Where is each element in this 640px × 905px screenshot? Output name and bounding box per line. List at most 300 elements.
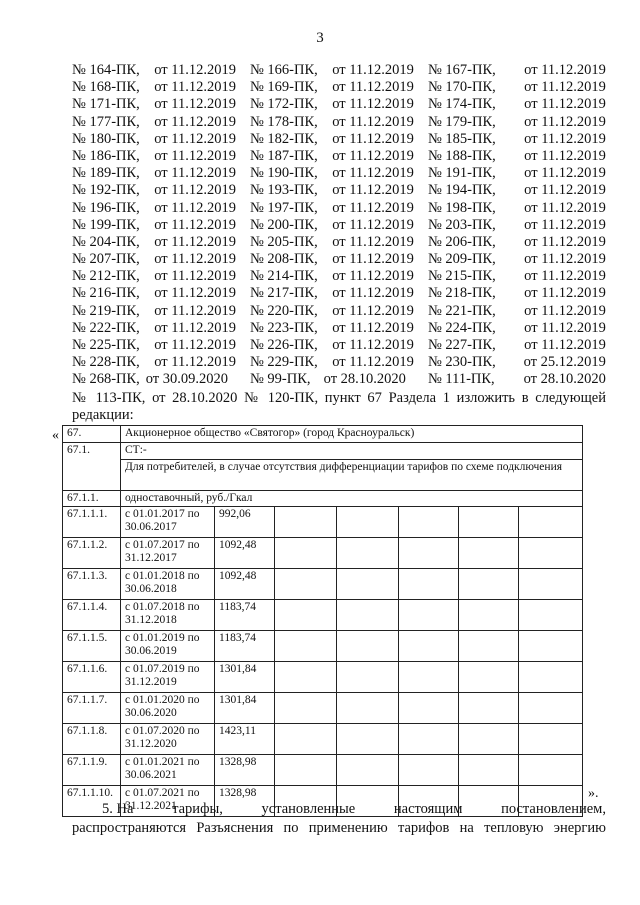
- reference-cell: [250, 251, 428, 268]
- cell-empty: [519, 631, 583, 662]
- reference-cell: [428, 285, 606, 302]
- reference-number: № 188-ПК,: [427, 147, 496, 164]
- cell-num: 67.1.1.5.: [63, 631, 121, 662]
- cell-empty: [337, 538, 399, 569]
- reference-date: от 11.12.2019: [154, 302, 236, 319]
- reference-cell: [250, 217, 428, 234]
- reference-cell: [250, 234, 428, 251]
- cell-empty: [337, 631, 399, 662]
- reference-number: № 180-ПК,: [72, 130, 140, 147]
- reference-date: от 11.12.2019: [154, 233, 236, 250]
- reference-date: от 11.12.2019: [524, 147, 606, 164]
- reference-cell: [428, 96, 606, 113]
- reference-cell: [250, 114, 428, 131]
- reference-date: от 25.12.2019: [523, 354, 606, 371]
- reference-cell: [72, 354, 250, 371]
- reference-date: от 11.12.2019: [154, 285, 236, 302]
- reference-cell: [428, 182, 606, 199]
- row2-text: СТ:-: [121, 443, 583, 460]
- reference-date: от 11.12.2019: [332, 285, 414, 302]
- cell-period: с 01.07.2018 по 31.12.2018: [121, 600, 215, 631]
- reference-date: от 11.12.2019: [524, 268, 606, 285]
- reference-date: от 11.12.2019: [524, 182, 606, 199]
- reference-date: от 11.12.2019: [154, 147, 236, 164]
- reference-number: № 99-ПК,: [249, 371, 311, 388]
- reference-number: № 225-ПК,: [72, 337, 140, 353]
- reference-number: № 227-ПК,: [427, 337, 496, 353]
- table-row: [63, 693, 583, 724]
- reference-cell: [72, 371, 250, 388]
- reference-cell: [250, 303, 428, 320]
- reference-number: № 223-ПК,: [249, 319, 318, 336]
- cell-value: 1183,74: [215, 600, 275, 631]
- reference-number: № 230-ПК,: [427, 354, 496, 371]
- cell-empty: [275, 600, 337, 631]
- reference-row: [72, 354, 606, 371]
- reference-number: № 168-ПК,: [72, 79, 140, 96]
- reference-date: от 11.12.2019: [154, 130, 236, 147]
- reference-cell: [72, 234, 250, 251]
- table-row: [63, 755, 583, 786]
- reference-cell: [428, 320, 606, 337]
- cell-period: с 01.01.2017 по 30.06.2017: [121, 507, 215, 538]
- reference-date: от 11.12.2019: [154, 251, 236, 268]
- cell-period: с 01.07.2019 по 31.12.2019: [121, 662, 215, 693]
- reference-number: № 178-ПК,: [249, 113, 318, 130]
- cell-period: с 01.01.2021 по 30.06.2021: [121, 755, 215, 786]
- page-number: 3: [316, 30, 324, 46]
- cell-empty: [459, 755, 519, 786]
- reference-number: № 214-ПК,: [249, 268, 318, 285]
- reference-number: № 190-ПК,: [249, 165, 318, 182]
- cell-value: 1423,11: [215, 724, 275, 755]
- reference-date: от 11.12.2019: [154, 113, 236, 130]
- reference-number: № 220-ПК,: [249, 302, 318, 319]
- cell-empty: [519, 569, 583, 600]
- cell-empty: [275, 569, 337, 600]
- reference-cell: [250, 62, 428, 79]
- reference-number: № 228-ПК,: [72, 354, 140, 371]
- reference-number: № 167-ПК,: [427, 62, 496, 78]
- reference-date: от 11.12.2019: [154, 79, 236, 96]
- cell-empty: [337, 724, 399, 755]
- reference-row: [72, 251, 606, 268]
- cell-value: 992,06: [215, 507, 275, 538]
- table-row: [63, 460, 583, 491]
- reference-row: [72, 337, 606, 354]
- reference-number: № 174-ПК,: [427, 96, 496, 113]
- row4-text: одноставочный, руб./Гкал: [121, 491, 583, 507]
- cell-empty: [275, 631, 337, 662]
- reference-date: от 11.12.2019: [524, 199, 606, 216]
- reference-number: № 207-ПК,: [72, 251, 140, 268]
- reference-date: от 11.12.2019: [524, 96, 606, 113]
- cell-num: 67.1.1.2.: [63, 538, 121, 569]
- reference-number: № 182-ПК,: [249, 130, 318, 147]
- reference-number: № 185-ПК,: [427, 130, 496, 147]
- cell-empty: [459, 631, 519, 662]
- cell-value: 1328,98: [215, 786, 275, 817]
- reference-row: [72, 62, 606, 79]
- opening-quote: «: [52, 428, 59, 443]
- reference-date: от 11.12.2019: [154, 268, 236, 285]
- reference-cell: [428, 200, 606, 217]
- cell-empty: [399, 600, 459, 631]
- reference-number: № 203-ПК,: [427, 216, 496, 233]
- reference-cell: [250, 371, 428, 388]
- reference-number: № 221-ПК,: [427, 302, 496, 319]
- reference-number: № 200-ПК,: [249, 216, 318, 233]
- reference-number: № 170-ПК,: [427, 79, 496, 96]
- reference-date: от 11.12.2019: [332, 147, 414, 164]
- reference-number: № 215-ПК,: [427, 268, 496, 285]
- footer-word: распространяются: [72, 820, 187, 836]
- footer-word: по: [283, 820, 299, 836]
- cell-empty: [399, 569, 459, 600]
- reference-number: № 216-ПК,: [72, 285, 140, 302]
- reference-date: от 11.12.2019: [154, 199, 236, 216]
- closing-quote: ».: [588, 786, 599, 801]
- cell-num: 67.1.1.8.: [63, 724, 121, 755]
- cell-empty: [337, 569, 399, 600]
- table-row: [63, 507, 583, 538]
- reference-date: от 11.12.2019: [332, 182, 414, 199]
- cell-empty: [399, 631, 459, 662]
- footer-word: 5. На: [102, 801, 134, 817]
- table-row: [63, 443, 583, 460]
- footer-word: энергию: [553, 820, 606, 836]
- reference-number: № 179-ПК,: [427, 113, 496, 130]
- reference-date: от 11.12.2019: [332, 96, 414, 113]
- cell-period: с 01.07.2020 по 31.12.2020: [121, 724, 215, 755]
- cell-empty: [337, 662, 399, 693]
- reference-cell: [72, 62, 250, 79]
- cell-period: с 01.01.2018 по 30.06.2018: [121, 569, 215, 600]
- cell-empty: [275, 724, 337, 755]
- cell-num: 67.1.1.6.: [63, 662, 121, 693]
- footer-word: тарифов: [397, 820, 450, 836]
- cell-empty: [459, 507, 519, 538]
- cell-empty: [399, 507, 459, 538]
- reference-cell: [428, 148, 606, 165]
- reference-row: [72, 79, 606, 96]
- cell-empty: [337, 600, 399, 631]
- reference-date: от 11.12.2019: [332, 251, 414, 268]
- footer-paragraph: [72, 800, 606, 838]
- cell-empty: [459, 538, 519, 569]
- footer-line-1: [72, 800, 606, 819]
- reference-number: № 177-ПК,: [72, 113, 140, 130]
- cell-empty: [519, 662, 583, 693]
- footer-word: тепловую: [484, 820, 544, 836]
- cell-num: 67.1.1.7.: [63, 693, 121, 724]
- table-header-row: [63, 426, 583, 443]
- reference-cell: [72, 96, 250, 113]
- footer-word: тарифы,: [172, 801, 223, 817]
- reference-number: № 219-ПК,: [72, 302, 140, 319]
- cell-value: 1301,84: [215, 693, 275, 724]
- cell-empty: [275, 507, 337, 538]
- row3-text: Для потребителей, в случае отсутствия дифференциации тарифов по схеме подключения: [121, 460, 583, 491]
- reference-date: от 11.12.2019: [332, 216, 414, 233]
- reference-row: [72, 131, 606, 148]
- table-row: [63, 662, 583, 693]
- reference-cell: [250, 182, 428, 199]
- tariff-table: [62, 425, 583, 817]
- reference-number: № 193-ПК,: [249, 182, 318, 199]
- reference-cell: [250, 268, 428, 285]
- reference-date: от 11.12.2019: [332, 165, 414, 182]
- cell-empty: [459, 662, 519, 693]
- reference-date: от 11.12.2019: [154, 182, 236, 199]
- reference-cell: [428, 354, 606, 371]
- reference-number: № 218-ПК,: [427, 285, 496, 302]
- reference-date: от 11.12.2019: [524, 216, 606, 233]
- reference-number: № 192-ПК,: [72, 182, 140, 199]
- reference-number: № 186-ПК,: [72, 147, 140, 164]
- reference-cell: [72, 268, 250, 285]
- reference-date: от 11.12.2019: [332, 130, 414, 147]
- cell-empty: [459, 600, 519, 631]
- reference-cell: [428, 62, 606, 79]
- cell-period: с 01.07.2017 по 31.12.2017: [121, 538, 215, 569]
- reference-date: от 11.12.2019: [524, 113, 606, 130]
- cell-value: 1301,84: [215, 662, 275, 693]
- cell-empty: [519, 600, 583, 631]
- reference-number: № 209-ПК,: [427, 251, 496, 268]
- reference-row: [72, 182, 606, 199]
- cell-empty: [399, 724, 459, 755]
- cell-empty: [337, 507, 399, 538]
- reference-number: № 199-ПК,: [72, 216, 140, 233]
- reference-date: от 28.10.2020: [323, 371, 406, 388]
- cell-empty: [519, 693, 583, 724]
- reference-number: № 169-ПК,: [249, 79, 318, 96]
- footer-word: применению: [308, 820, 388, 836]
- reference-date: от 11.12.2019: [332, 199, 414, 216]
- table-row: [63, 724, 583, 755]
- cell-num: 67.1.1.10.: [63, 786, 121, 817]
- cell-empty: [519, 538, 583, 569]
- reference-cell: [250, 354, 428, 371]
- reference-cell: [72, 79, 250, 96]
- reference-cell: [72, 200, 250, 217]
- cell-value: 1092,48: [215, 569, 275, 600]
- cell-empty: [399, 538, 459, 569]
- cell-value: 1183,74: [215, 631, 275, 662]
- reference-row: [72, 303, 606, 320]
- reference-date: от 11.12.2019: [154, 216, 236, 233]
- reference-date: от 11.12.2019: [154, 62, 236, 78]
- reference-cell: [72, 148, 250, 165]
- reference-date: от 11.12.2019: [524, 233, 606, 250]
- reference-number: № 172-ПК,: [249, 96, 318, 113]
- reference-date: от 11.12.2019: [332, 268, 414, 285]
- reference-number: № 208-ПК,: [249, 251, 318, 268]
- cell-empty: [275, 755, 337, 786]
- reference-number: № 226-ПК,: [249, 337, 318, 353]
- reference-cell: [428, 303, 606, 320]
- reference-cell: [250, 165, 428, 182]
- reference-row: [72, 165, 606, 182]
- reference-number: № 217-ПК,: [249, 285, 318, 302]
- reference-cell: [72, 285, 250, 302]
- reference-number: № 222-ПК,: [72, 319, 140, 336]
- reference-number: № 196-ПК,: [72, 199, 140, 216]
- reference-list: [72, 62, 606, 389]
- reference-row: [72, 114, 606, 131]
- cell-num: 67.1.1.1.: [63, 507, 121, 538]
- cell-empty: [519, 755, 583, 786]
- reference-row: [72, 285, 606, 302]
- reference-cell: [72, 131, 250, 148]
- reference-number: № 164-ПК,: [72, 62, 140, 78]
- reference-date: от 11.12.2019: [332, 319, 414, 336]
- cell-empty: [275, 662, 337, 693]
- cell-period: с 01.07.2021 по 31.12.2021: [121, 786, 215, 817]
- reference-cell: [250, 285, 428, 302]
- reference-number: № 187-ПК,: [249, 147, 318, 164]
- reference-cell: [428, 268, 606, 285]
- reference-date: от 11.12.2019: [524, 302, 606, 319]
- reference-cell: [72, 251, 250, 268]
- reference-date: от 11.12.2019: [524, 62, 606, 78]
- reference-cell: [250, 337, 428, 354]
- cell-empty: [459, 724, 519, 755]
- reference-date: от 11.12.2019: [332, 62, 414, 78]
- reference-cell: [72, 165, 250, 182]
- reference-date: от 11.12.2019: [332, 354, 414, 371]
- reference-row: [72, 320, 606, 337]
- row4-num: 67.1.1.: [63, 491, 121, 507]
- reference-number: № 229-ПК,: [249, 354, 318, 371]
- reference-number: № 205-ПК,: [249, 233, 318, 250]
- reference-date: от 11.12.2019: [332, 79, 414, 96]
- reference-number: № 111-ПК,: [427, 371, 495, 388]
- reference-row: [72, 234, 606, 251]
- cell-empty: [459, 569, 519, 600]
- reference-number: № 194-ПК,: [427, 182, 496, 199]
- cell-empty: [399, 755, 459, 786]
- cell-empty: [519, 507, 583, 538]
- table-row: [63, 631, 583, 662]
- row2-num: 67.1.: [63, 443, 121, 491]
- cell-num: 67.1.1.3.: [63, 569, 121, 600]
- cell-num: 67.1.1.9.: [63, 755, 121, 786]
- reference-date: от 11.12.2019: [154, 96, 236, 113]
- reference-date: от 11.12.2019: [524, 251, 606, 268]
- reference-cell: [428, 371, 606, 388]
- reference-number: № 206-ПК,: [427, 233, 496, 250]
- reference-row: [72, 217, 606, 234]
- reference-number: № 189-ПК,: [72, 165, 140, 182]
- cell-empty: [337, 755, 399, 786]
- reference-number: № 171-ПК,: [72, 96, 140, 113]
- cell-period: с 01.01.2020 по 30.06.2020: [121, 693, 215, 724]
- reference-number: № 191-ПК,: [427, 165, 496, 182]
- footer-line-2: [72, 819, 606, 838]
- reference-cell: [428, 217, 606, 234]
- table-row: [63, 491, 583, 507]
- reference-date: от 11.12.2019: [524, 319, 606, 336]
- reference-cell: [250, 320, 428, 337]
- reference-cell: [72, 217, 250, 234]
- reference-cell: [428, 114, 606, 131]
- reference-row: [72, 200, 606, 217]
- footer-word: Разъяснения: [196, 820, 274, 836]
- reference-cell: [428, 234, 606, 251]
- reference-cell: [428, 251, 606, 268]
- reference-cell: [250, 200, 428, 217]
- table-row: [63, 600, 583, 631]
- cell-value: 1092,48: [215, 538, 275, 569]
- reference-row: [72, 371, 606, 388]
- cell-empty: [275, 693, 337, 724]
- cell-num: 67.1.1.4.: [63, 600, 121, 631]
- intro-paragraph: № 113-ПК, от 28.10.2020 № 120-ПК, пункт 67 Раздела 1 изложить в следующей редакции:: [72, 390, 606, 423]
- header-org: Акционерное общество «Святогор» (город Красноуральск): [121, 426, 583, 443]
- reference-cell: [72, 182, 250, 199]
- reference-date: от 11.12.2019: [524, 285, 606, 302]
- reference-date: от 11.12.2019: [524, 337, 606, 353]
- reference-date: от 11.12.2019: [332, 233, 414, 250]
- reference-date: от 11.12.2019: [154, 354, 236, 371]
- reference-date: от 11.12.2019: [332, 302, 414, 319]
- header-num: 67.: [63, 426, 121, 443]
- reference-cell: [428, 79, 606, 96]
- cell-value: 1328,98: [215, 755, 275, 786]
- cell-empty: [399, 662, 459, 693]
- reference-number: № 197-ПК,: [249, 199, 318, 216]
- reference-cell: [250, 79, 428, 96]
- reference-date: от 11.12.2019: [154, 337, 236, 353]
- reference-number: № 204-ПК,: [72, 233, 140, 250]
- reference-cell: [428, 165, 606, 182]
- cell-empty: [275, 538, 337, 569]
- reference-row: [72, 148, 606, 165]
- reference-cell: [428, 337, 606, 354]
- footer-word: на: [459, 820, 474, 836]
- reference-date: от 11.12.2019: [524, 130, 606, 147]
- reference-date: от 30.09.2020: [145, 371, 228, 388]
- reference-row: [72, 268, 606, 285]
- table-row: [63, 538, 583, 569]
- reference-row: [72, 96, 606, 113]
- reference-cell: [428, 131, 606, 148]
- reference-date: от 11.12.2019: [524, 79, 606, 96]
- cell-empty: [459, 693, 519, 724]
- reference-cell: [72, 337, 250, 354]
- cell-empty: [337, 693, 399, 724]
- reference-cell: [250, 96, 428, 113]
- reference-cell: [72, 320, 250, 337]
- footer-word: установленные: [261, 801, 356, 817]
- reference-date: от 11.12.2019: [332, 113, 414, 130]
- reference-number: № 212-ПК,: [72, 268, 140, 285]
- cell-period: с 01.01.2019 по 30.06.2019: [121, 631, 215, 662]
- reference-cell: [250, 131, 428, 148]
- reference-date: от 11.12.2019: [154, 319, 236, 336]
- reference-date: от 11.12.2019: [154, 165, 236, 182]
- reference-cell: [72, 114, 250, 131]
- reference-number: № 166-ПК,: [249, 62, 318, 78]
- reference-number: № 224-ПК,: [427, 319, 496, 336]
- table-row: [63, 569, 583, 600]
- footer-word: постановлением,: [501, 801, 606, 817]
- reference-cell: [72, 303, 250, 320]
- footer-word: настоящим: [393, 801, 463, 817]
- reference-number: № 198-ПК,: [427, 199, 496, 216]
